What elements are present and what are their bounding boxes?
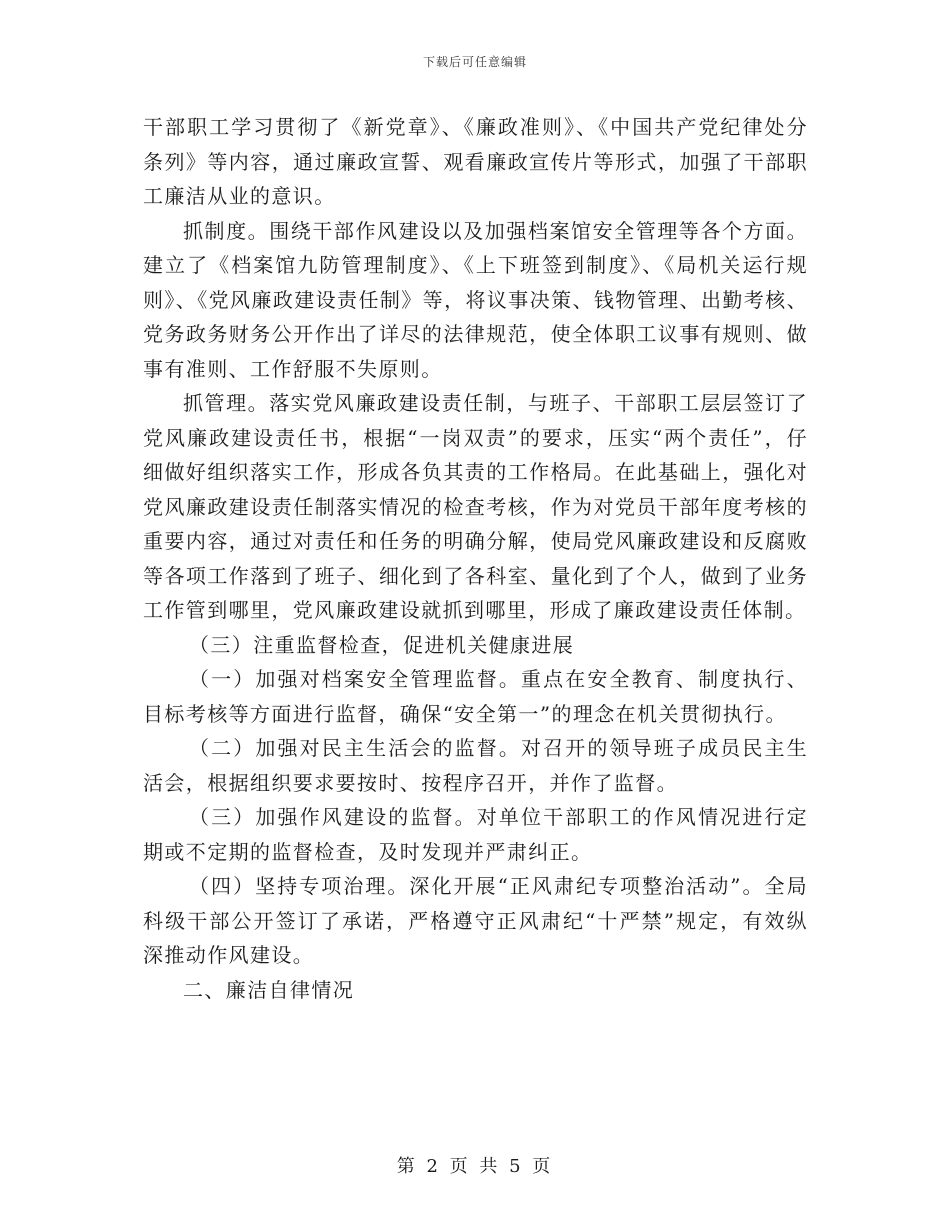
section-heading-self-discipline: 二、廉洁自律情况 [183, 977, 355, 1002]
document-body [143, 110, 808, 1007]
paragraph-continuation: 干部职工学习贯彻了《新党章》、《廉政准则》、《中国共产党纪律处分条列》等内容，通过廉政宣誓、观看廉政宣传片等形式，加强了干部职工廉洁从业的意识。 [143, 115, 808, 208]
paragraph-special-governance: （四）坚持专项治理。深化开展“正风肃纪专项整治活动”。全局科级干部公开签订了承诺，严格遵守正风肃纪“十严禁”规定，有效纵深推动作风建设。 [143, 874, 808, 967]
header-note: 下载后可任意编辑 [422, 55, 527, 69]
paragraph-system: 抓制度。围绕干部作风建设以及加强档案馆安全管理等各个方面。建立了《档案馆九防管理制度》、《上下班签到制度》、《局机关运行规则》、《党风廉政建设责任制》等，将议事决策、钱物管理、出勤考核、党务政务财务公开作出了详尽的法律规范，使全体职工议事有规则、做事有准则、工作舒服不失原则。 [143, 218, 808, 381]
section-heading-supervision: （三）注重监督检查，促进机关健康进展 [189, 632, 575, 657]
paragraph-management: 抓管理。落实党风廉政建设责任制，与班子、干部职工层层签订了党风廉政建设责任书，根据“一岗双责”的要求，压实“两个责任”，仔细做好组织落实工作，形成各负其责的工作格局。在此基础上，强化对党风廉政建设责任制落实情况的检查考核，作为对党员干部年度考核的重要内容，通过对责任和任务的明确分解，使局党风廉政建设和反腐败等各项工作落到了班子、细化到了各科室、量化到了个人，做到了业务工作管到哪里，党风廉政建设就抓到哪里，形成了廉政建设责任体制。 [143, 391, 808, 622]
paragraph-archive-safety: （一）加强对档案安全管理监督。重点在安全教育、制度执行、目标考核等方面进行监督，确保“安全第一”的理念在机关贯彻执行。 [143, 667, 808, 726]
paragraph-democratic-life: （二）加强对民主生活会的监督。对召开的领导班子成员民主生活会，根据组织要求要按时、按程序召开，并作了监督。 [143, 736, 808, 795]
paragraph-work-style: （三）加强作风建设的监督。对单位干部职工的作风情况进行定期或不定期的监督检查，及时发现并严肃纠正。 [143, 805, 808, 864]
page-number: 第 2 页 共 5 页 [396, 1156, 554, 1177]
